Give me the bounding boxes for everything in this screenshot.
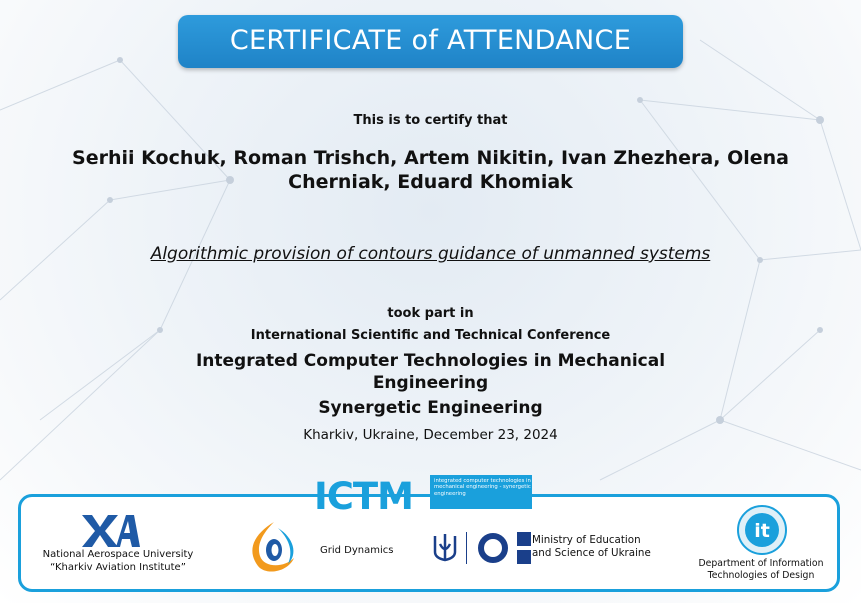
ministry-name: Ministry of Education and Science of Ukraine: [532, 534, 651, 559]
department-logo-icon: [736, 504, 788, 556]
ministry-logo-icon: [477, 532, 533, 564]
certificate-title: CERTIFICATE of ATTENDANCE: [229, 25, 632, 56]
conference-name: Integrated Computer Technologies in Mechanical Engineering: [195, 351, 666, 393]
conference-subtitle: Synergetic Engineering: [318, 398, 543, 418]
ictm-logo: [308, 475, 532, 519]
certify-line: This is to certify that: [353, 113, 508, 128]
ictm-letters: ICTM: [314, 475, 413, 518]
ministry-separator: [466, 532, 467, 564]
grid-dynamics-logo-icon: [244, 520, 300, 574]
paper-title: Algorithmic provision of contours guidance of unmanned systems: [150, 244, 711, 264]
conference-type: International Scientific and Technical Conference: [250, 328, 611, 343]
xai-name: National Aerospace University “Kharkiv Aviation Institute”: [42, 549, 194, 573]
xai-logo-icon: [80, 513, 140, 549]
department-name: Department of Information Technologies of Design: [698, 558, 824, 581]
place-date: Kharkiv, Ukraine, December 23, 2024: [303, 427, 558, 443]
department-logo-text: it: [754, 520, 770, 542]
ictm-tagline: integrated computer technologies in mechanical engineering - synergetic engineering: [434, 478, 531, 497]
title-banner: [178, 15, 683, 68]
took-part-line: took part in: [387, 306, 474, 321]
recipient-names: Serhii Kochuk, Roman Trishch, Artem Nikitin, Ivan Zhezhera, Olena Cherniak, Eduard Khomiak: [72, 147, 789, 193]
grid-dynamics-name: Grid Dynamics: [320, 545, 394, 556]
trident-icon: [431, 532, 459, 564]
